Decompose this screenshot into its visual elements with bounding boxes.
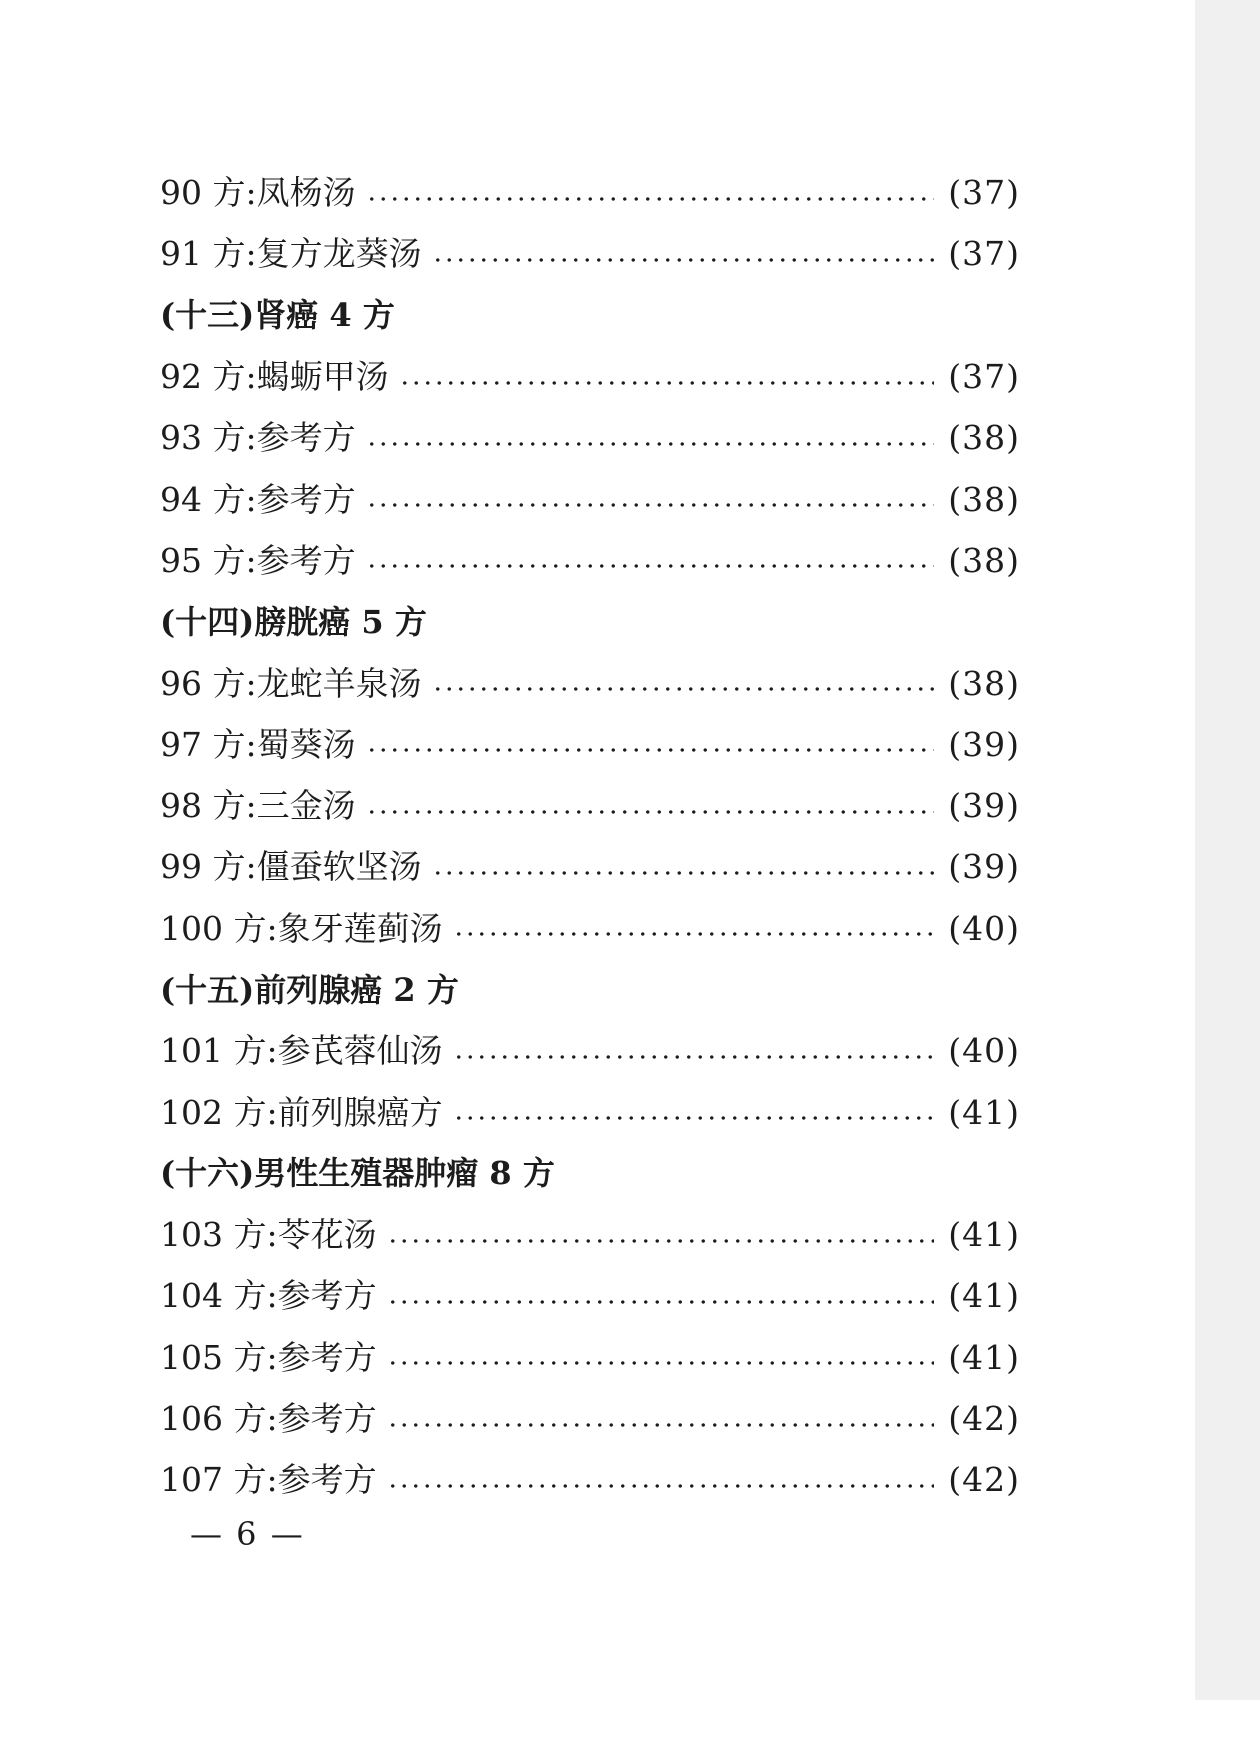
toc-entry — [160, 530, 1020, 591]
dot-leader — [387, 1423, 935, 1427]
entry-title: 106 方:参考方 — [160, 1399, 377, 1439]
dot-leader — [432, 687, 935, 691]
entry-page: (41) — [948, 1337, 1020, 1377]
entry-page: (37) — [948, 234, 1020, 274]
entry-page: (38) — [948, 418, 1020, 458]
section-title: (十五)前列腺癌 2 方 — [160, 970, 459, 1009]
section-heading — [160, 591, 1020, 652]
toc-entry — [160, 1081, 1020, 1142]
dot-leader — [387, 1484, 935, 1488]
toc-entry — [160, 162, 1020, 223]
toc-entry — [160, 775, 1020, 836]
dot-leader — [366, 197, 935, 201]
dot-leader — [432, 871, 935, 875]
entry-title: 93 方:参考方 — [160, 418, 356, 458]
dot-leader — [453, 932, 935, 936]
entry-page: (39) — [948, 786, 1020, 826]
toc-entry — [160, 346, 1020, 407]
toc-entry — [160, 407, 1020, 468]
entry-page: (41) — [948, 1276, 1020, 1316]
entry-title: 101 方:参芪蓉仙汤 — [160, 1031, 443, 1071]
page-number: — 6 — — [190, 1515, 305, 1553]
toc-entry — [160, 1449, 1020, 1510]
toc-entry — [160, 1265, 1020, 1326]
section-heading — [160, 285, 1020, 346]
dot-leader — [387, 1361, 935, 1365]
entry-title: 97 方:蜀葵汤 — [160, 724, 356, 764]
viewer-margin — [1195, 0, 1260, 1700]
section-title: (十三)肾癌 4 方 — [160, 296, 395, 335]
entry-page: (42) — [948, 1460, 1020, 1500]
toc-entry — [160, 1020, 1020, 1081]
toc-entry — [160, 223, 1020, 284]
entry-title: 103 方:苓花汤 — [160, 1215, 377, 1255]
entry-page: (39) — [948, 724, 1020, 764]
entry-title: 98 方:三金汤 — [160, 786, 356, 826]
toc-entry — [160, 714, 1020, 775]
dot-leader — [366, 564, 935, 568]
entry-title: 96 方:龙蛇羊泉汤 — [160, 663, 422, 703]
entry-page: (39) — [948, 847, 1020, 887]
toc-entry — [160, 1327, 1020, 1388]
entry-page: (37) — [948, 173, 1020, 213]
section-heading — [160, 1143, 1020, 1204]
dot-leader — [453, 1116, 935, 1120]
entry-page: (38) — [948, 663, 1020, 703]
toc-entry — [160, 1204, 1020, 1265]
entry-title: 90 方:凤杨汤 — [160, 173, 356, 213]
entry-title: 91 方:复方龙葵汤 — [160, 234, 422, 274]
entry-page: (40) — [948, 1031, 1020, 1071]
section-title: (十六)男性生殖器肿瘤 8 方 — [160, 1154, 555, 1193]
entry-title: 104 方:参考方 — [160, 1276, 377, 1316]
entry-title: 100 方:象牙莲蓟汤 — [160, 908, 443, 948]
entry-page: (42) — [948, 1399, 1020, 1439]
toc-entry — [160, 468, 1020, 529]
entry-title: 92 方:蝎蛎甲汤 — [160, 357, 389, 397]
dot-leader — [387, 1300, 935, 1304]
entry-title: 99 方:僵蚕软坚汤 — [160, 847, 422, 887]
dot-leader — [366, 442, 935, 446]
entry-page: (37) — [948, 357, 1020, 397]
toc-entry — [160, 836, 1020, 897]
toc-entry — [160, 898, 1020, 959]
entry-page: (40) — [948, 908, 1020, 948]
entry-page: (38) — [948, 540, 1020, 580]
dot-leader — [366, 810, 935, 814]
entry-title: 107 方:参考方 — [160, 1460, 377, 1500]
entry-page: (41) — [948, 1215, 1020, 1255]
section-title: (十四)膀胱癌 5 方 — [160, 602, 427, 641]
entry-title: 94 方:参考方 — [160, 479, 356, 519]
toc-entry — [160, 652, 1020, 713]
table-of-contents — [160, 162, 1020, 1511]
dot-leader — [366, 503, 935, 507]
dot-leader — [432, 258, 935, 262]
entry-page: (38) — [948, 479, 1020, 519]
entry-title: 95 方:参考方 — [160, 540, 356, 580]
dot-leader — [399, 381, 935, 385]
entry-title: 105 方:参考方 — [160, 1337, 377, 1377]
dot-leader — [387, 1239, 935, 1243]
toc-entry — [160, 1388, 1020, 1449]
dot-leader — [453, 1055, 935, 1059]
section-heading — [160, 959, 1020, 1020]
entry-title: 102 方:前列腺癌方 — [160, 1092, 443, 1132]
dot-leader — [366, 748, 935, 752]
entry-page: (41) — [948, 1092, 1020, 1132]
